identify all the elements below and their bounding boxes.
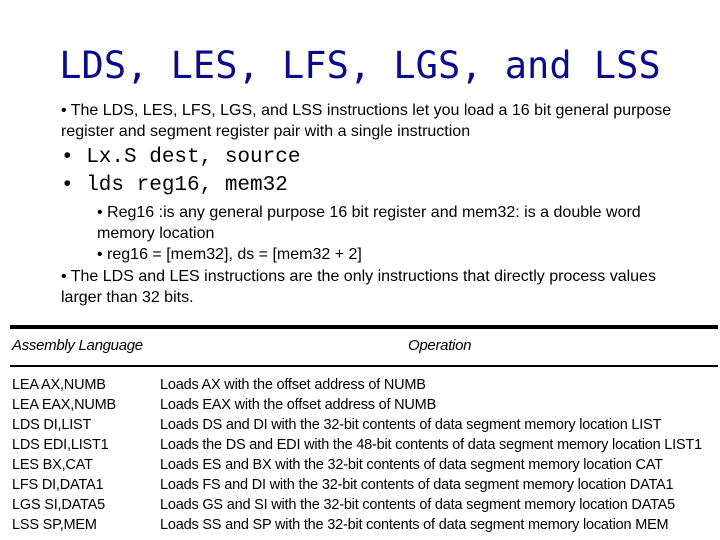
syntax-line-generic: • Lx.S dest, source bbox=[61, 146, 301, 169]
operation-cell: Loads DS and DI with the 32-bit contents of data segment memory location LIST bbox=[160, 417, 662, 433]
asm-cell: LEA EAX,NUMB bbox=[12, 397, 116, 413]
table-header-rule bbox=[10, 365, 718, 367]
table-row bbox=[10, 477, 718, 497]
operation-cell: Loads GS and SI with the 32-bit contents of data segment memory location DATA5 bbox=[160, 497, 676, 513]
reg16-assignment: • reg16 = [mem32], ds = [mem32 + 2] bbox=[97, 246, 362, 263]
table-row bbox=[10, 417, 718, 437]
header-operation: Operation bbox=[408, 337, 472, 354]
asm-cell: LEA AX,NUMB bbox=[12, 377, 106, 393]
asm-cell: LSS SP,MEM bbox=[12, 517, 97, 533]
operation-cell: Loads ES and BX with the 32-bit contents of data segment memory location CAT bbox=[160, 457, 663, 473]
table-row bbox=[10, 517, 718, 537]
slide-title: LDS, LES, LFS, LGS, and LSS bbox=[59, 44, 661, 87]
operation-cell: Loads the DS and EDI with the 48-bit contents of data segment memory location LIST1 bbox=[160, 437, 702, 453]
operation-cell: Loads FS and DI with the 32-bit contents of data segment memory location DATA1 bbox=[160, 477, 674, 493]
operation-cell: Loads AX with the offset address of NUMB bbox=[160, 377, 426, 393]
table-row bbox=[10, 497, 718, 517]
asm-cell: LES BX,CAT bbox=[12, 457, 93, 473]
operation-cell: Loads SS and SP with the 32-bit contents of data segment memory location MEM bbox=[160, 517, 669, 533]
asm-cell: LDS EDI,LIST1 bbox=[12, 437, 109, 453]
table-row bbox=[10, 377, 718, 397]
header-assembly-language: Assembly Language bbox=[12, 337, 143, 354]
table-row bbox=[10, 397, 718, 417]
lds-les-note: • The LDS and LES instructions are the only instructions that directly process values larger than 32 bits. bbox=[61, 268, 656, 306]
syntax-line-lds: • lds reg16, mem32 bbox=[61, 174, 288, 197]
asm-cell: LFS DI,DATA1 bbox=[12, 477, 104, 493]
table-row bbox=[10, 457, 718, 477]
asm-cell: LDS DI,LIST bbox=[12, 417, 92, 433]
asm-cell: LGS SI,DATA5 bbox=[12, 497, 105, 513]
operation-cell: Loads EAX with the offset address of NUMB bbox=[160, 397, 437, 413]
table-body bbox=[10, 377, 718, 537]
table-top-rule bbox=[10, 325, 718, 329]
intro-bullet: • The LDS, LES, LFS, LGS, and LSS instructions let you load a 16 bit general purpose register and segment register pair with a single instruction bbox=[61, 102, 672, 140]
table-row bbox=[10, 437, 718, 457]
reg16-description: • Reg16 :is any general purpose 16 bit register and mem32: is a double word memory location bbox=[97, 204, 641, 242]
